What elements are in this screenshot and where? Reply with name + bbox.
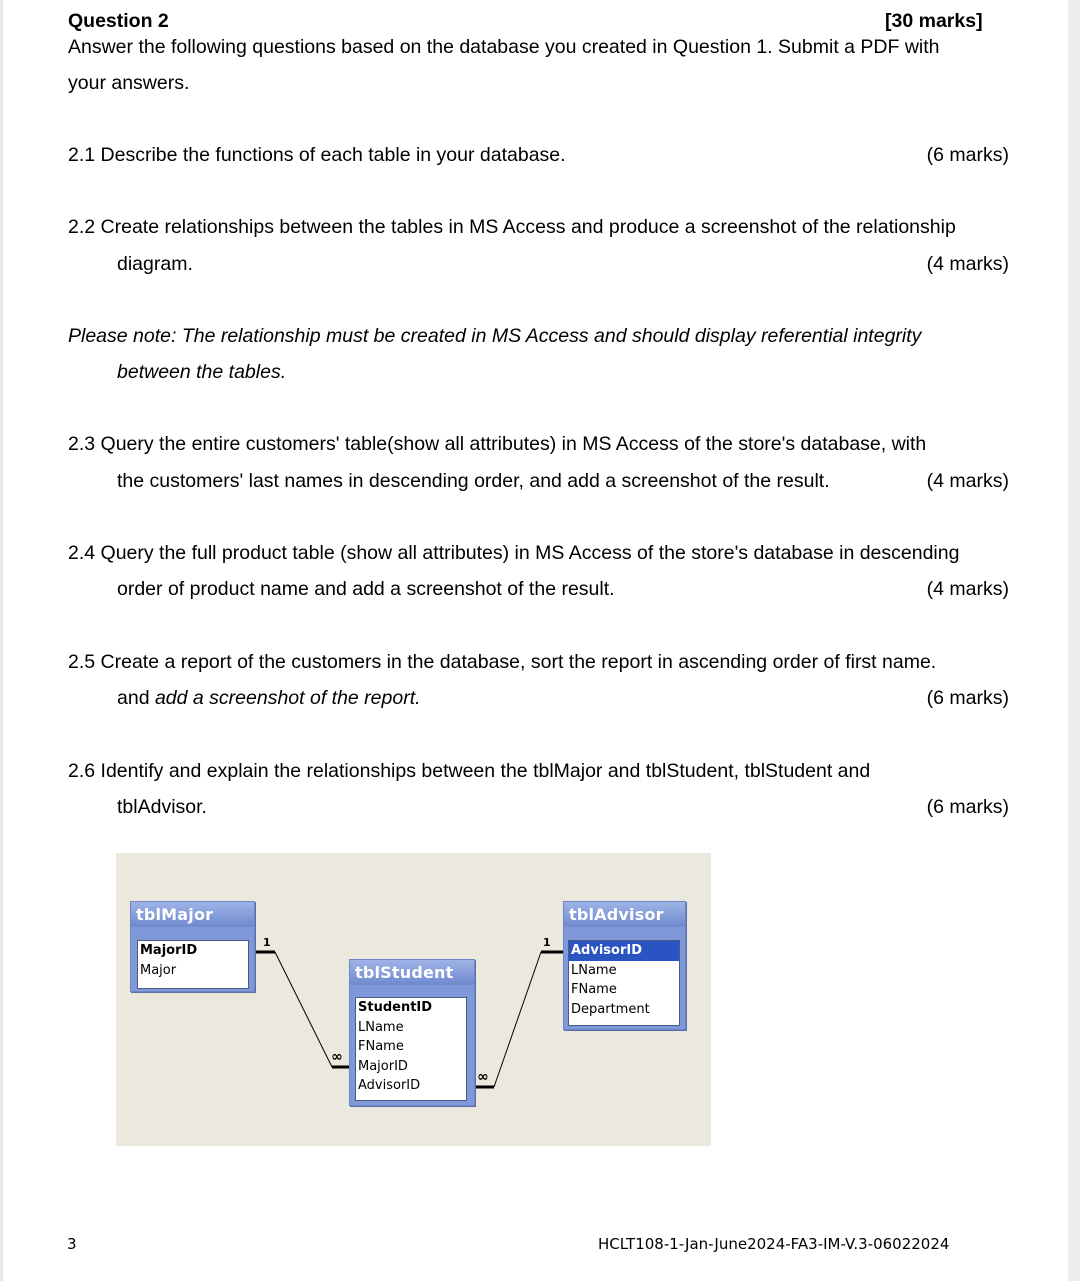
cardinality-one-label: 1: [543, 936, 551, 949]
question-2-5-text-plain: and: [117, 687, 155, 709]
question-2-6-text: 2.6 Identify and explain the relationships between the tblMajor and tblStudent, tblStudent and: [68, 760, 871, 782]
intro-line: your answers.: [68, 72, 190, 94]
question-2-5-text: [117, 686, 421, 710]
field-item[interactable]: LName: [358, 1019, 404, 1035]
note-text: Please note: The relationship must be created in MS Access and should display referential integrity: [68, 325, 922, 347]
field-item[interactable]: FName: [571, 982, 617, 997]
intro-line: Answer the following questions based on the database you created in Question 1. Submit a PDF with: [68, 36, 940, 58]
field-item[interactable]: FName: [358, 1039, 404, 1054]
question-2-2-text: diagram.: [117, 253, 193, 275]
field-list: [137, 940, 249, 989]
table-box-tbladvisor[interactable]: [563, 901, 686, 1030]
table-title: tblMajor: [131, 902, 254, 927]
question-2-6-marks: (6 marks): [926, 796, 1009, 818]
field-item-primary-key[interactable]: MajorID: [140, 943, 198, 958]
question-2-4-marks: (4 marks): [926, 578, 1009, 600]
field-item[interactable]: Department: [571, 1001, 650, 1017]
field-list: [568, 940, 680, 1026]
table-title: tblStudent: [350, 960, 474, 985]
table-box-tblstudent[interactable]: [349, 959, 475, 1106]
field-item[interactable]: LName: [571, 962, 617, 978]
note-text: between the tables.: [117, 361, 287, 383]
question-2-2-marks: (4 marks): [926, 253, 1009, 275]
relationship-line: [275, 952, 332, 1067]
question-title: Question 2: [68, 10, 169, 32]
question-2-5-text-italic: add a screenshot of the report.: [154, 687, 421, 709]
cardinality-one-label: 1: [263, 936, 271, 949]
question-2-5-marks: (6 marks): [926, 687, 1009, 709]
question-2-4-text: order of product name and add a screenshot of the result.: [117, 578, 615, 600]
field-item[interactable]: MajorID: [358, 1058, 408, 1074]
field-item-primary-key[interactable]: StudentID: [358, 1000, 433, 1015]
field-item[interactable]: Major: [140, 962, 177, 978]
question-2-3-marks: (4 marks): [926, 470, 1009, 492]
question-2-1-text: 2.1 Describe the functions of each table in your database.: [68, 144, 566, 166]
document-code: HCLT108-1-Jan-June2024-FA3-IM-V.3-06022024: [598, 1235, 950, 1253]
question-2-3-text: the customers' last names in descending order, and add a screenshot of the result.: [117, 470, 830, 492]
page-number: 3: [67, 1235, 77, 1253]
relationship-line: [494, 952, 541, 1087]
field-list: [355, 997, 467, 1101]
question-total-marks: [30 marks]: [885, 10, 983, 32]
page-edge: [1068, 0, 1080, 1281]
page-edge: [0, 0, 3, 1281]
table-title: tblAdvisor: [564, 902, 685, 927]
relationship-diagram: [116, 853, 711, 1146]
question-2-1-marks: (6 marks): [926, 144, 1009, 166]
question-2-2-text: 2.2 Create relationships between the tables in MS Access and produce a screenshot of the relationship: [68, 216, 956, 238]
question-2-4-text: 2.4 Query the full product table (show all attributes) in MS Access of the store's database in descending: [68, 542, 960, 564]
cardinality-many-label: ∞: [477, 1069, 489, 1085]
question-2-3-text: 2.3 Query the entire customers' table(show all attributes) in MS Access of the store's database, with: [68, 433, 927, 455]
question-2-5-text: 2.5 Create a report of the customers in the database, sort the report in ascending order of first name.: [68, 651, 937, 673]
field-item[interactable]: AdvisorID: [358, 1078, 421, 1093]
table-box-tblmajor[interactable]: [130, 901, 255, 992]
field-item-primary-key[interactable]: AdvisorID: [569, 941, 679, 961]
cardinality-many-label: ∞: [331, 1049, 343, 1065]
question-2-6-text: tblAdvisor.: [117, 796, 207, 818]
